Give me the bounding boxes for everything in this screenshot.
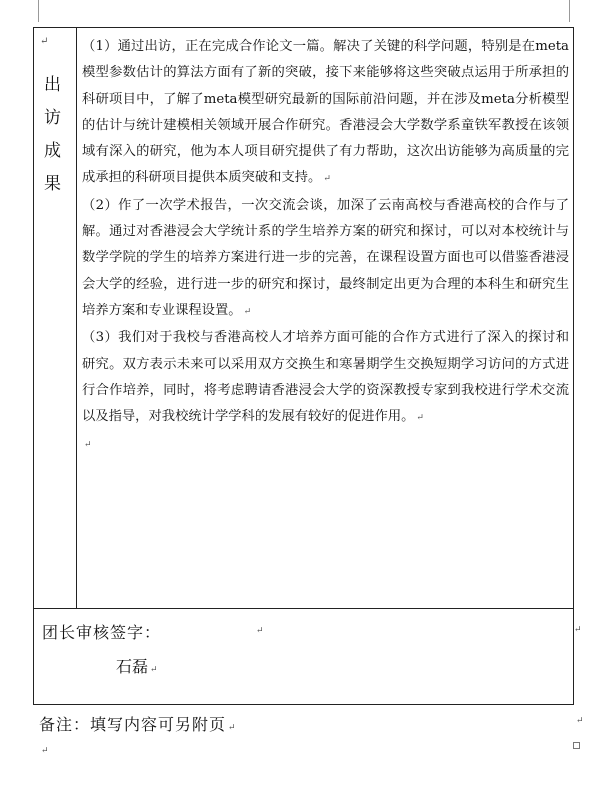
column-divider <box>76 28 77 608</box>
result-paragraph-3: （3）我们对于我校与香港高校人才培养方面可能的合作方式进行了深入的探讨和研究。双方表示未来可以采用双方交换生和寒暑期学生交换短期学习访问的方式进行合作培养，同时，将考虑聘请香港浸会大学的资深教授专家到我校进行学术交流以及指导，对我校统计学学科的发展有较好的促进作用。 ↵ <box>82 330 569 425</box>
return-mark: ↵ <box>576 716 584 726</box>
return-mark: ↵ <box>256 626 264 636</box>
end-of-cell-marker <box>573 742 580 749</box>
report-table <box>33 27 582 705</box>
footer-note: 备注：填写内容可另附页 ↵ <box>39 715 237 734</box>
return-mark: ↵ <box>40 36 49 47</box>
page-corner-top-left <box>28 0 39 22</box>
result-paragraph-1: （1）通过出访，正在完成合作论文一篇。解决了关键的科学问题，特别是在meta模型参数估计的算法方面有了新的突破，接下来能够将这些突破点运用于所承担的科研项目中，了解了meta模型研究最新的国际前沿问题，并在涉及meta分析模型的估计与统计建模相关领域开展合作研究。香港浸会大学数学系童铁军教授在该领域有深入的研究，他为本人项目研究提供了有力帮助，这次出访能够为高质量的完成承担的科研项目提供本质突破和支持。 ↵ <box>82 39 569 186</box>
page-corner-top-right <box>569 0 580 22</box>
row-divider <box>34 608 573 609</box>
return-mark: ↵ <box>574 625 582 635</box>
label-char-3: 成 <box>44 141 61 161</box>
label-char-2: 访 <box>44 108 61 128</box>
return-mark: ↵ <box>41 746 49 756</box>
signature-title: 团长审核签字： <box>42 623 162 642</box>
signature-name: 石磊 ↵ <box>116 657 158 676</box>
result-label-cell <box>34 28 76 608</box>
result-paragraph-2: （2）作了一次学术报告，一次交流会谈，加深了云南高校与香港高校的合作与了解。通过对香港浸会大学统计系的学生培养方案的研究和探讨，可以对本校统计与数学学院的学生的培养方案进行进一步的完善，在课程设置方面也可以借鉴香港浸会大学的经验，进行进一步的研究和探讨，最终制定出更为合理的本科生和研究生培养方案和专业课程设置。 ↵ <box>82 197 569 318</box>
empty-paragraph: ↵ <box>84 440 92 451</box>
result-content-cell <box>82 34 569 459</box>
label-char-1: 出 <box>44 75 61 95</box>
label-char-4: 果 <box>44 174 61 194</box>
